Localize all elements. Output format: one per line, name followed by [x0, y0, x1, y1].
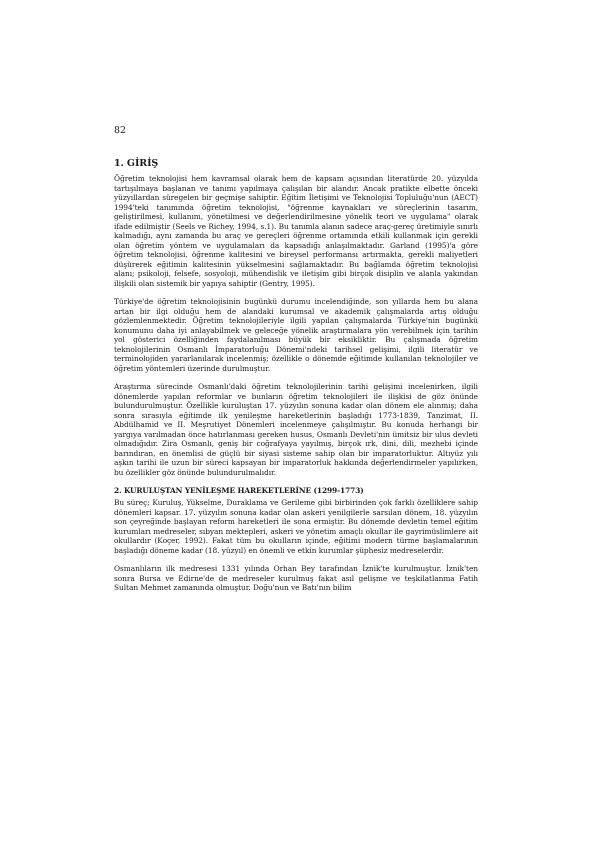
- main-content: [114, 158, 478, 599]
- paragraph: Öğretim teknolojisi hem kavramsal olarak hem de kapsam açısından literatürde 20. yüzyılda tartışılmaya başlanan ve tanımı yapılmaya çalışılan bir alandır. Ancak pratikte elbette önceki yüzyıllardan süregelen bir geçmişe sahiptir. Eğitim İletişimi ve Teknolojisi Topluluğu'nun (AECT) 1994'teki tanımında öğretim teknolojisi, "öğrenme kaynakları ve süreçlerinin tasarım, geliştirilmesi, kullanım, yönetilmesi ve değerlendirilmesine yönelik teori ve uygulama" olarak ifade edilmiştir (Seels ve Richey, 1994, s.1). Bu tanımla alanın sadece araç-gereç üretimiyle sınırlı kalmadığı, aynı zamanda bu araç ve gereçleri öğrenme ortamında etkili kullanmak için gerekli olan öğretim yöntem ve uygulamaları da kapsadığı anlaşılmaktadır. Garland (1995)'a göre öğretim teknolojisi, öğrenme kalitesini ve bireysel performansı artırmakta, gerekli maliyetleri düşürerek eğitimin kalitesinin yükselmesini sağlamaktadır. Bu bağlamda öğretim teknolojisi alanı; psikoloji, felsefe, sosyoloji, mühendislik ve iletişim gibi birçok disiplin ve alanla yakından ilişkili olan sistemik bir yapıya sahiptir (Gentry, 1995).: [114, 174, 478, 288]
- paragraph: Bu süreç; Kuruluş, Yükselme, Duraklama ve Gerileme gibi birbirinden çok farklı özelliklere sahip dönemleri kapsar. 17. yüzyılın sonuna kadar olan askeri yenilgilerle sarsılan dönem, 18. yüzyılın son çeyreğinde başlayan reform hareketleri ile sona ermiştir. Bu dönemde devletin temel eğitim kurumları medreseler, sıbyan mektepleri, askeri ve yönetim amaçlı okullar ile gayrimüslimlere ait okullardır (Koçer, 1992). Fakat tüm bu okulların içinde, eğitimi modern türme başlamalarının başladığı döneme kadar (18. yüzyıl) en önemli ve etkin kurumlar şüphesiz medreselerdir.: [114, 498, 478, 555]
- section-heading-founding: 2. KURULUŞTAN YENİLEŞME HAREKETLERİNE (1299-1773): [114, 486, 364, 495]
- section-heading-introduction: 1. GİRİŞ: [114, 158, 159, 169]
- paragraph: Osmanlıların ilk medresesi 1331 yılında Orhan Bey tarafından İznik'te kurulmuştur. İznik'ten sonra Bursa ve Edirne'de de medreseler kurulmuş fakat asıl gelişme ve teşkilatlanma Fatih Sultan Mehmet zamanında olmuştur. Doğu'nun ve Batı'nın bilim: [114, 564, 478, 592]
- paragraph: Araştırma sürecinde Osmanlı'daki öğretim teknolojilerinin tarihi gelişimi incelenirken, ilgili dönemlerde yapılan reformlar ve bunların öğretim teknolojileri ile ilişkisi de göz önünde bulundurulmuştur. Özellikle kuruluştan 17. yüzyılın sonuna kadar olan dönem ele alınmış; daha sonra sırasıyla eğitimde ilk yenileşme hareketlerinin başladığı 1773-1839, Tanzimat, II. Abdülhamid ve II. Meşrutiyet Dönemleri incelenmeye çalışılmıştır. Bu konuda herhangi bir yargıya varılmadan önce hatırlanması gereken husus, Osmanlı Devleti'nin ümitsiz bir ulus devleti olmadığıdır. Zira Osmanlı, geniş bir coğrafyaya yayılmış, birçok ırk, dini, dili, mezhebi içinde barındıran, en önemlisi de güçlü bir siyasi sisteme sahip olan bir imparatorluktur. Altıyüz yılı aşkın tarihi ile uzun bir süreci kapsayan bir imparatorluk hakkında değerlendirmeler yapılırken, bu özellikler göz önünde bulundurulmalıdır.: [114, 382, 478, 477]
- paragraph: Türkiye'de öğretim teknolojisinin bugünkü durumu incelendiğinde, son yıllarda hem bu alana artan bir ilgi olduğu hem de alandaki kurumsal ve akademik çalışmalarda artış olduğu gözlemlenmektedir. Öğretim teknolojileriyle ilgili yapılan çalışmalarda Türkiye'nin bugünkü konumunu daha iyi anlayabilmek ve geleceğe yönelik araştırmalara yön verebilmek için tarihin yol gösterici özelliğinden faydalanılması büyük bir eksikliktir. Bu çalışmada öğretim teknolojilerinin Osmanlı İmparatorluğu Dönemi'ndeki tarihsel gelişimi, ilgili literatür ve terminolojiden yararlanılarak incelenmiş; özellikle o dönemde eğitimde kullanılan teknolojiler ve öğretim yöntemleri üzerinde durulmuştur.: [114, 297, 478, 373]
- page-number: 82: [114, 125, 127, 136]
